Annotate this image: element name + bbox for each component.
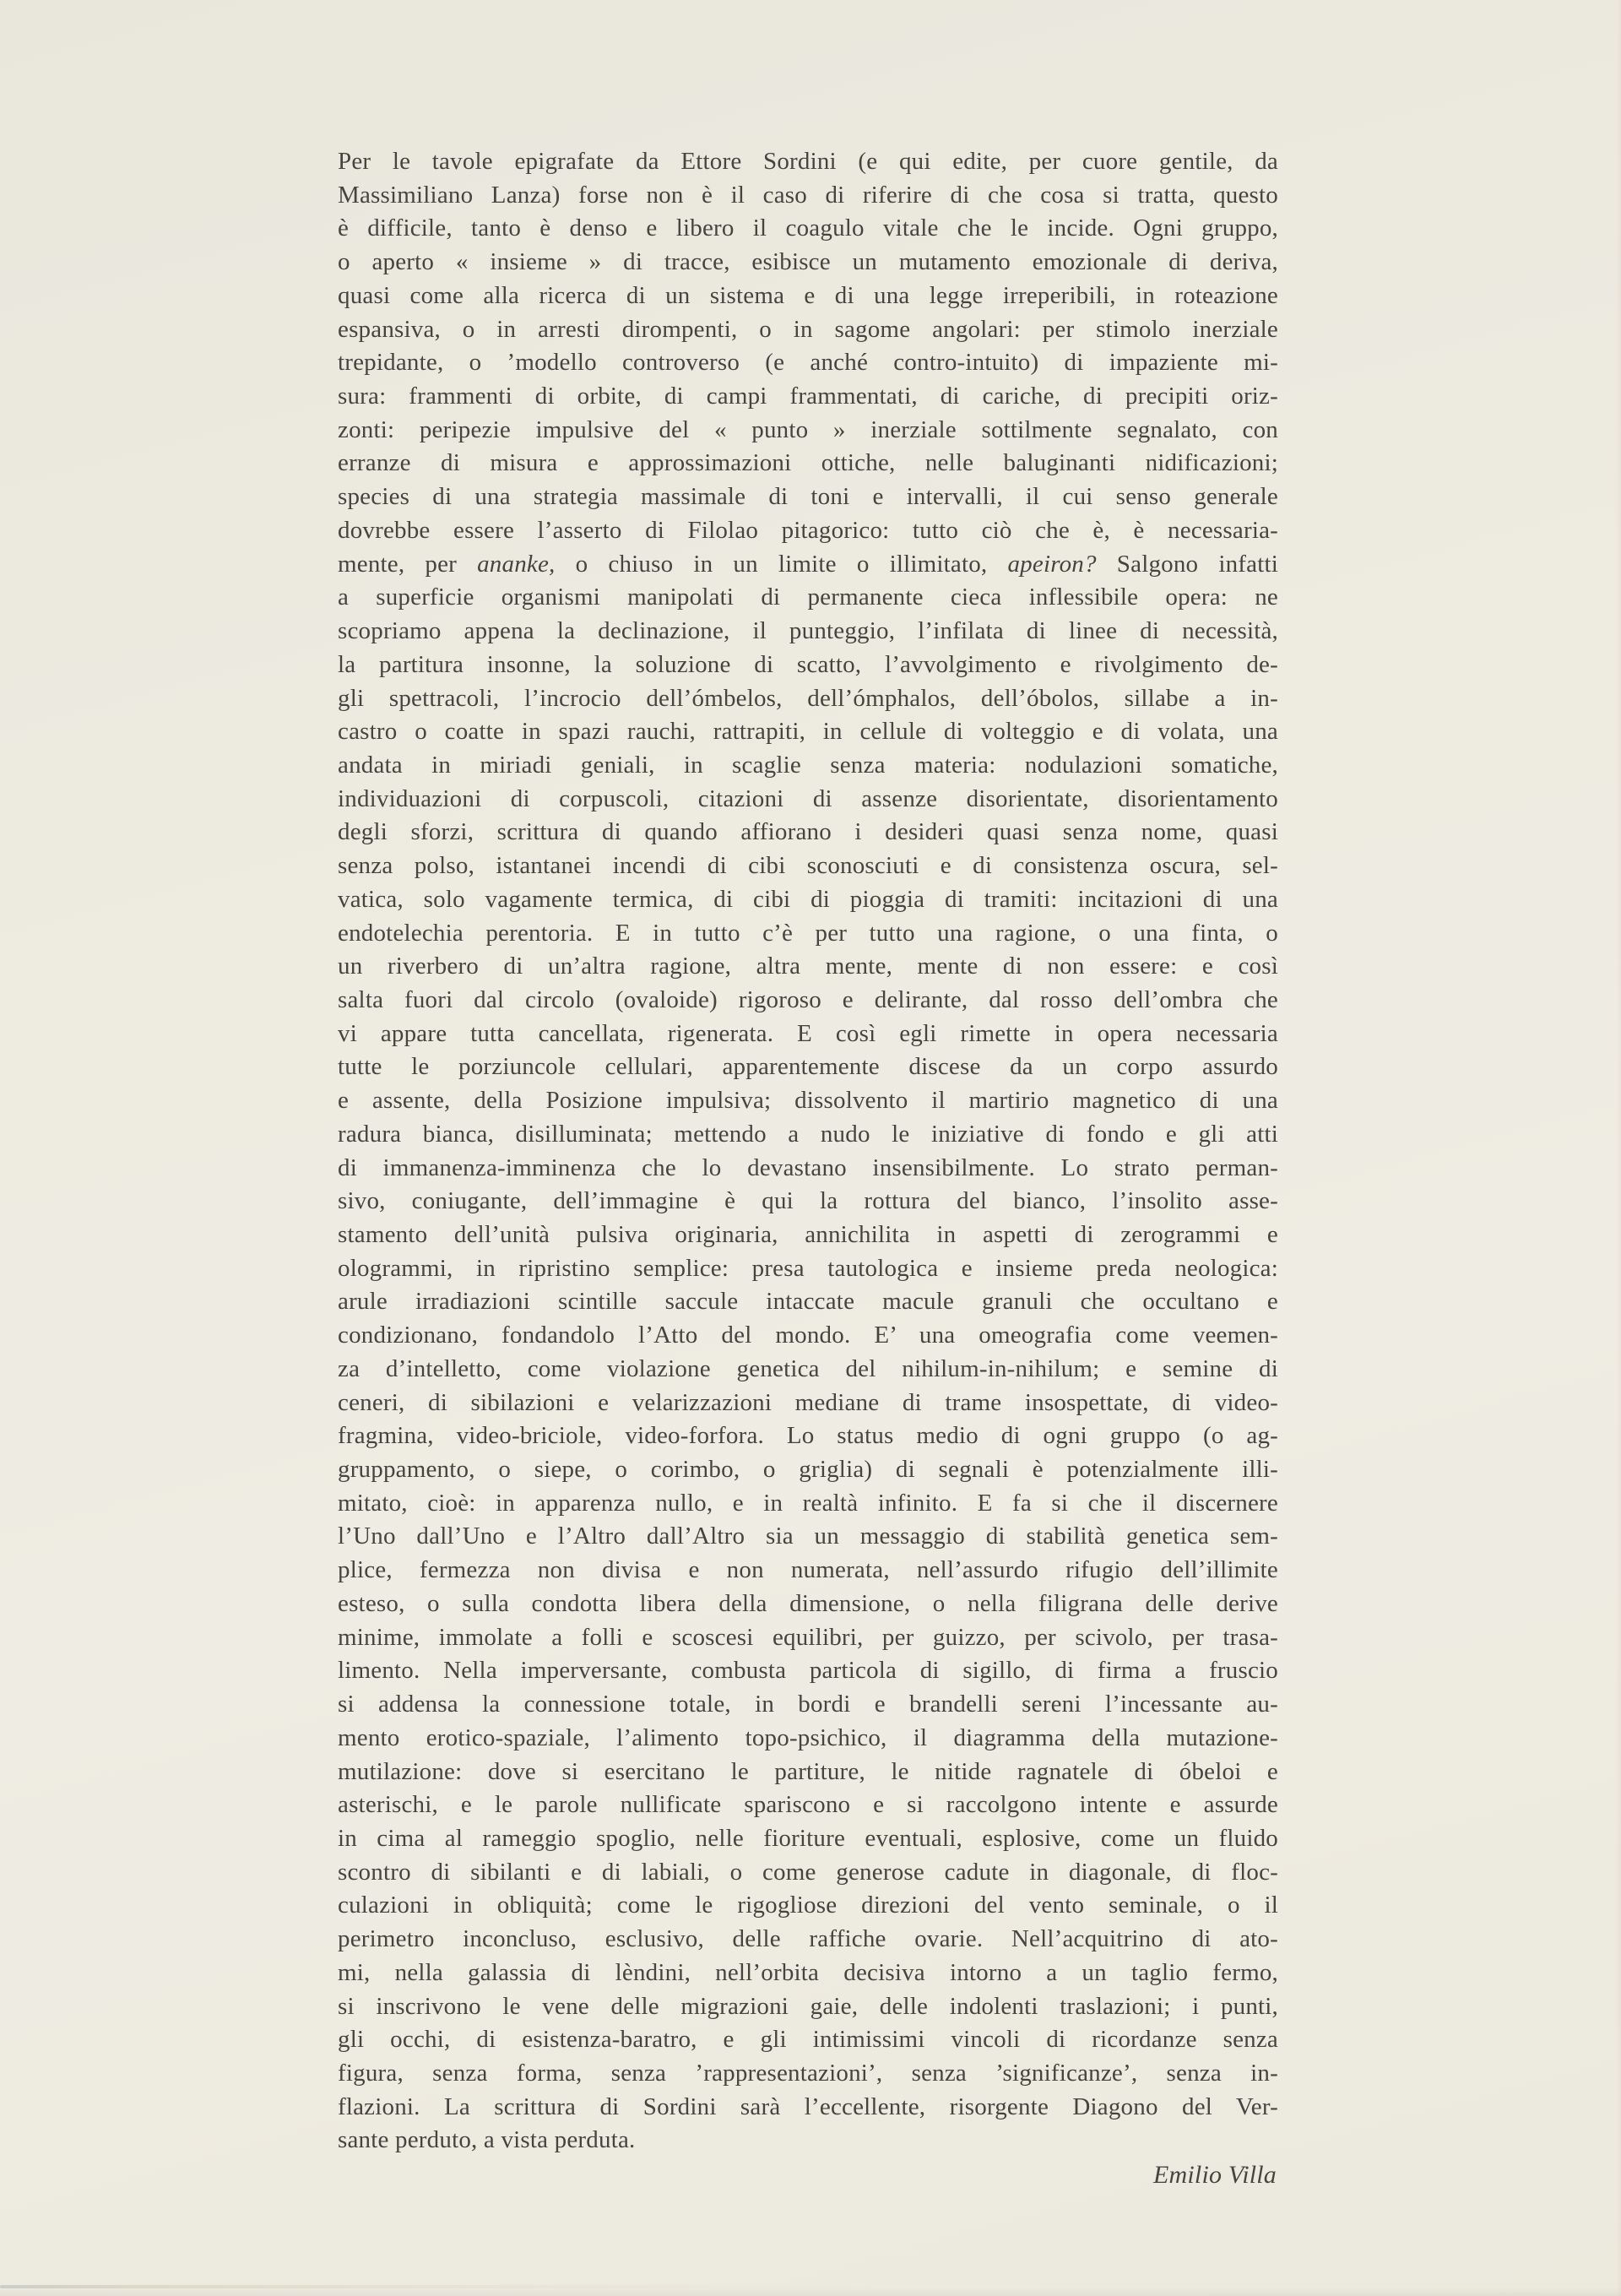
text-line: vatica, solo vagamente termica, di cibi di pioggia di tramiti: incitazioni di una (338, 885, 1278, 913)
text-line: gli occhi, di esistenza-baratro, e gli intimissimi vincoli di ricordanze senza (338, 2026, 1278, 2054)
text-line: scopriamo appena la declinazione, il punteggio, l’infilata di linee di necessità, (338, 617, 1278, 645)
text-line: endotelechia perentoria. E in tutto c’è per tutto una ragione, o una finta, o (338, 919, 1278, 947)
text-line: mento erotico-spaziale, l’alimento topo-psichico, il diagramma della mutazione- (338, 1723, 1278, 1751)
text-line: arule irradiazioni scintille saccule intaccate macule granuli che occultano e (338, 1288, 1278, 1316)
text-line: mente, per ananke, o chiuso in un limite o illimitato, apeiron? Salgono infatti (338, 550, 1278, 578)
text-line: salta fuori dal circolo (ovaloide) rigoroso e delirante, dal rosso dell’ombra che (338, 985, 1278, 1013)
text-line: Massimiliano Lanza) forse non è il caso di riferire di che cosa si tratta, questo (338, 181, 1278, 209)
text-line: zonti: peripezie impulsive del « punto » inerziale sottilmente segnalato, con (338, 415, 1278, 443)
text-line: sante perduto, a vista perduta. (338, 2126, 636, 2154)
text-line: stamento dell’unità pulsiva originaria, annichilita in aspetti di zerogrammi e (338, 1221, 1278, 1248)
text-line: un riverbero di un’altra ragione, altra mente, mente di non essere: e così (338, 953, 1278, 980)
text-line: ologrammi, in ripristino semplice: presa tautologica e insieme preda neologica: (338, 1254, 1278, 1282)
text-line: ceneri, di sibilazioni e velarizzazioni mediane di trame insospettate, di video- (338, 1388, 1278, 1416)
text-line: gruppamento, o siepe, o corimbo, o griglia) di segnali è potenzialmente illi- (338, 1456, 1278, 1484)
text-line: mutilazione: dove si esercitano le partiture, le nitide ragnatele di óbeloi e (338, 1757, 1278, 1785)
text-line: in cima al rameggio spoglio, nelle fioriture eventuali, esplosive, come un fluido (338, 1824, 1278, 1852)
page-right-edge (1616, 0, 1621, 2296)
text-line: di immanenza-imminenza che lo devastano insensibilmente. Lo strato perman- (338, 1153, 1278, 1181)
text-line: mitato, cioè: in apparenza nullo, e in realtà infinito. E fa si che il discernere (338, 1489, 1278, 1517)
text-line: Per le tavole epigrafate da Ettore Sordini (e qui edite, per cuore gentile, da (338, 148, 1278, 175)
text-line: vi appare tutta cancellata, rigenerata. E così egli rimette in opera necessaria (338, 1019, 1278, 1047)
text-line: esteso, o sulla condotta libera della dimensione, o nella filigrana delle derive (338, 1589, 1278, 1617)
text-line: fragmina, video-briciole, video-forfora. Lo status medio di ogni gruppo (o ag- (338, 1422, 1278, 1450)
text-line: quasi come alla ricerca di un sistema e di una legge irreperibili, in roteazione (338, 281, 1278, 309)
text-line: la partitura insonne, la soluzione di scatto, l’avvolgimento e rivolgimento de- (338, 650, 1278, 678)
text-line: species di una strategia massimale di toni e intervalli, il cui senso generale (338, 483, 1278, 511)
text-line: tutte le porziuncole cellulari, apparentemente discese da un corpo assurdo (338, 1053, 1278, 1081)
text-line: l’Uno dall’Uno e l’Altro dall’Altro sia un messaggio di stabilità genetica sem- (338, 1523, 1278, 1550)
text-line: asterischi, e le parole nullificate spariscono e si raccolgono intente e assurde (338, 1791, 1278, 1819)
text-line: mi, nella galassia di lèndini, nell’orbita decisiva intorno a un taglio fermo, (338, 1958, 1278, 1986)
text-line: gli spettracoli, l’incrocio dell’ómbelos, dell’ómphalos, dell’óbolos, sillabe a in- (338, 684, 1278, 712)
text-line: flazioni. La scrittura di Sordini sarà l’eccellente, risorgente Diagono del Ver- (338, 2092, 1278, 2120)
text-line: plice, fermezza non divisa e non numerata, nell’assurdo rifugio dell’illimite (338, 1556, 1278, 1584)
text-line: si addensa la connessione totale, in bordi e brandelli sereni l’incessante au- (338, 1691, 1278, 1718)
text-block (338, 145, 1278, 2192)
text-line: castro o coatte in spazi rauchi, rattrapiti, in cellule di volteggio e di volata, una (338, 718, 1278, 746)
text-line: radura bianca, disilluminata; mettendo a nudo le iniziative di fondo e gli atti (338, 1120, 1278, 1148)
lines-container (338, 145, 1278, 2158)
text-line: individuazioni di corpuscoli, citazioni di assenze disorientate, disorientamento (338, 784, 1278, 812)
text-line: za d’intelletto, come violazione genetica del nihilum-in-nihilum; e semine di (338, 1354, 1278, 1382)
author-signature: Emilio Villa (1153, 2161, 1277, 2190)
text-line: sivo, coniugante, dell’immagine è qui la rottura del bianco, l’insolito asse- (338, 1187, 1278, 1215)
text-line: degli sforzi, scrittura di quando affiorano i desideri quasi senza nome, quasi (338, 818, 1278, 846)
text-line: e assente, della Posizione impulsiva; dissolvento il martirio magnetico di una (338, 1087, 1278, 1115)
text-line: andata in miriadi geniali, in scaglie senza materia: nodulazioni somatiche, (338, 751, 1278, 779)
text-line: perimetro inconcluso, esclusivo, delle raffiche ovarie. Nell’acquitrino di ato- (338, 1925, 1278, 1953)
text-line: trepidante, o ’modello controverso (e anché contro-intuito) di impaziente mi- (338, 349, 1278, 377)
text-line: figura, senza forma, senza ’rappresentazioni’, senza ’significanze’, senza in- (338, 2059, 1278, 2087)
text-line: sura: frammenti di orbite, di campi frammentati, di cariche, di precipiti oriz- (338, 383, 1278, 410)
text-line: o aperto « insieme » di tracce, esibisce un mutamento emozionale di deriva, (338, 248, 1278, 276)
text-line: dovrebbe essere l’asserto di Filolao pitagorico: tutto ciò che è, è necessaria- (338, 516, 1278, 544)
text-line: espansiva, o in arresti dirompenti, o in sagome angolari: per stimolo inerziale (338, 315, 1278, 343)
text-line: condizionano, fondandolo l’Atto del mondo. E’ una omeografia come veemen- (338, 1322, 1278, 1349)
text-line: è difficile, tanto è denso e libero il coagulo vitale che le incide. Ogni gruppo, (338, 214, 1278, 242)
text-line: culazioni in obliquità; come le rigogliose direzioni del vento seminale, o il (338, 1892, 1278, 1919)
text-line: a superficie organismi manipolati di permanente cieca inflessibile opera: ne (338, 583, 1278, 611)
text-line: limento. Nella imperversante, combusta particola di sigillo, di firma a fruscio (338, 1657, 1278, 1685)
text-line: senza polso, istantanei incendi di cibi sconosciuti e di consistenza oscura, sel- (338, 852, 1278, 880)
text-line: erranze di misura e approssimazioni ottiche, nelle baluginanti nidificazioni; (338, 449, 1278, 477)
text-line: scontro di sibilanti e di labiali, o come generose cadute in diagonale, di floc- (338, 1858, 1278, 1886)
page-bottom-shadow (0, 2288, 1621, 2296)
text-line: minime, immolate a folli e scoscesi equilibri, per guizzo, per scivolo, per trasa- (338, 1623, 1278, 1651)
text-line: si inscrivono le vene delle migrazioni gaie, delle indolenti traslazioni; i punti, (338, 1992, 1278, 2020)
